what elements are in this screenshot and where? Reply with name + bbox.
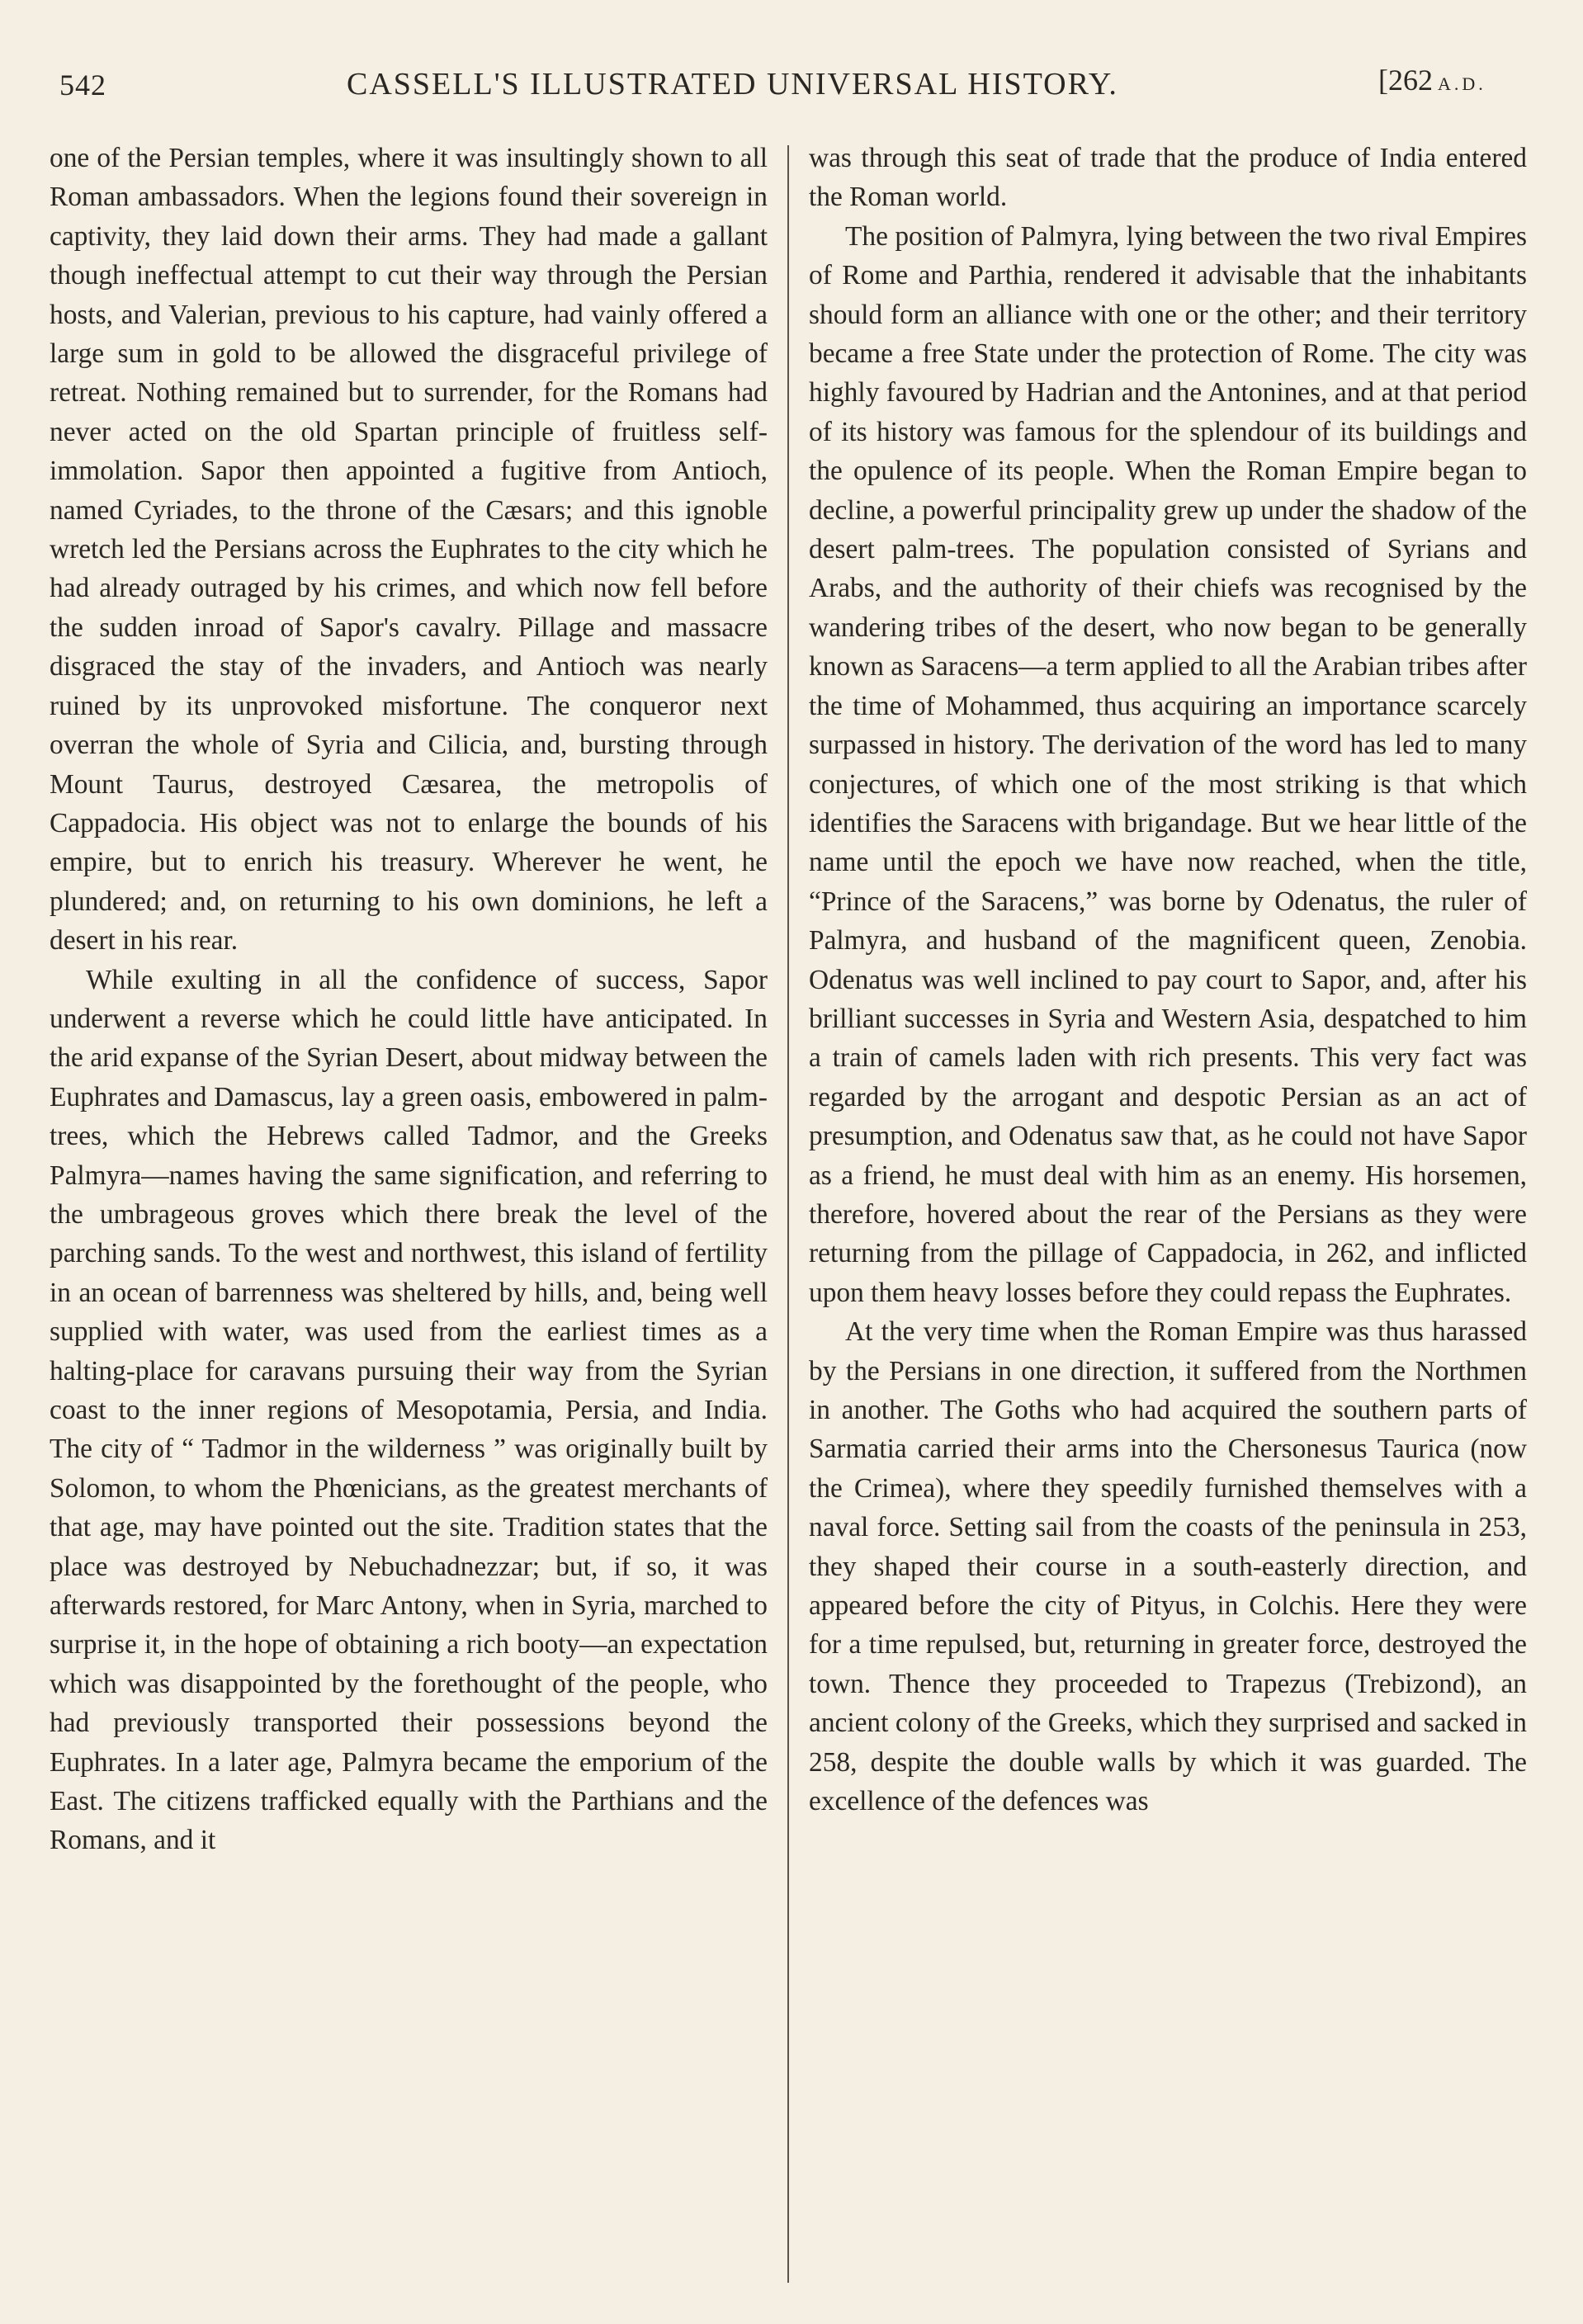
right-paragraph-1: was through this seat of trade that the produce of India entered the Roman world. — [809, 143, 1527, 213]
page-header — [50, 63, 1535, 112]
right-paragraph-3: At the very time when the Roman Empire was thus harassed by the Persians in one direction, it suffered from the Northmen in another. The Goths who had acquired the southern parts of Sarmatia carried their arms into the Chersonesus Taurica (now the Crimea), where they speedily furnished themselves with a naval force. Setting sail from the coasts of the peninsula in 253, they shaped their course in a south-easterly direction, and appeared before the city of Pityus, in Colchis. Here they were for a time repulsed, but, returning in greater force, destroyed the town. Thence they proceeded to Trapezus (Trebizond), an ancient colony of the Greeks, which they surprised and sacked in 258, despite the double walls by which it was guarded. The excellence of the defences was — [809, 1316, 1527, 1817]
running-title: CASSELL'S ILLUSTRATED UNIVERSAL HISTORY. — [347, 67, 1118, 102]
date-marker-year: [262 — [1378, 64, 1433, 97]
date-marker-era: A.D. — [1438, 73, 1486, 94]
page-number: 542 — [59, 68, 106, 102]
right-column — [809, 139, 1527, 1821]
date-marker — [1378, 63, 1486, 97]
left-column — [50, 139, 768, 1860]
column-divider — [787, 145, 789, 2283]
left-paragraph-2: While exulting in all the confidence of success, Sapor underwent a reverse which he could little have anticipated. In the arid expanse of the Syrian Desert, about midway between the Euphrates and Damascus, lay a green oasis, embowered in palm-trees, which the Hebrews called Tadmor, and the Greeks Palmyra—names having the same signification, and referring to the umbrageous groves which there break the level of the parching sands. To the west and northwest, this island of fertility in an ocean of barrenness was sheltered by hills, and, being well supplied with water, was used from the earliest times as a halting-place for caravans pursuing their way from the Syrian coast to the inner regions of Mesopotamia, Persia, and India. The city of “ Tadmor in the wilderness ” was originally built by Solomon, to whom the Phœnicians, as the greatest merchants of that age, may have pointed out the site. Tradition states that the place was destroyed by Nebuchadnezzar; but, if so, it was afterwards restored, for Marc Antony, when in Syria, marched to surprise it, in the hope of obtaining a rich booty—an expectation which was disappointed by the forethought of the people, who had previously transported their possessions beyond the Euphrates. In a later age, Palmyra became the emporium of the East. The citizens trafficked equally with the Parthians and the Romans, and it — [50, 964, 768, 1856]
left-paragraph-1: one of the Persian temples, where it was insultingly shown to all Roman ambassadors. When the legions found their sovereign in captivity, they laid down their arms. They had made a gallant though ineffectual attempt to cut their way through the Persian hosts, and Valerian, previous to his capture, had vainly offered a large sum in gold to be allowed the disgraceful privilege of retreat. Nothing remained but to surrender, for the Romans had never acted on the old Spartan principle of fruitless self-immolation. Sapor then appointed a fugitive from Antioch, named Cyriades, to the throne of the Cæsars; and this ignoble wretch led the Persians across the Euphrates to the city which he had already outraged by his crimes, and which now fell before the sudden inroad of Sapor's cavalry. Pillage and massacre disgraced the stay of the invaders, and Antioch was nearly ruined by its unprovoked misfortune. The conqueror next overran the whole of Syria and Cilicia, and, bursting through Mount Taurus, destroyed Cæsarea, the metropolis of Cappadocia. His object was not to enlarge the bounds of his empire, but to enrich his treasury. Wherever he went, he plundered; and, on returning to his own dominions, he left a desert in his rear. — [50, 143, 768, 957]
right-paragraph-2: The position of Palmyra, lying between the two rival Empires of Rome and Parthia, rendered it advisable that the inhabitants should form an alliance with one or the other; and their territory became a free State under the protection of Rome. The city was highly favoured by Hadrian and the Antonines, and at that period of its history was famous for the splendour of its buildings and the opulence of its people. When the Roman Empire began to decline, a powerful principality grew up under the shadow of the desert palm-trees. The population consisted of Syrians and Arabs, and the authority of their chiefs was recognised by the wandering tribes of the desert, who now began to be generally known as Saracens—a term applied to all the Arabian tribes after the time of Mohammed, thus acquiring an importance scarcely surpassed in history. The derivation of the word has led to many conjectures, of which one of the most striking is that which identifies the Saracens with brigandage. But we hear little of the name until the epoch we have now reached, when the title, “Prince of the Saracens,” was borne by Odenatus, the ruler of Palmyra, and husband of the magnificent queen, Zenobia. Odenatus was well inclined to pay court to Sapor, and, after his brilliant successes in Syria and Western Asia, despatched to him a train of camels laden with rich presents. This very fact was regarded by the arrogant and despotic Persian as an act of presumption, and Odenatus saw that, as he could not have Sapor as a friend, he must deal with him as an enemy. His horsemen, therefore, hovered about the rear of the Persians as they were returning from the pillage of Cappadocia, in 262, and inflicted upon them heavy losses before they could repass the Euphrates. — [809, 220, 1527, 1308]
